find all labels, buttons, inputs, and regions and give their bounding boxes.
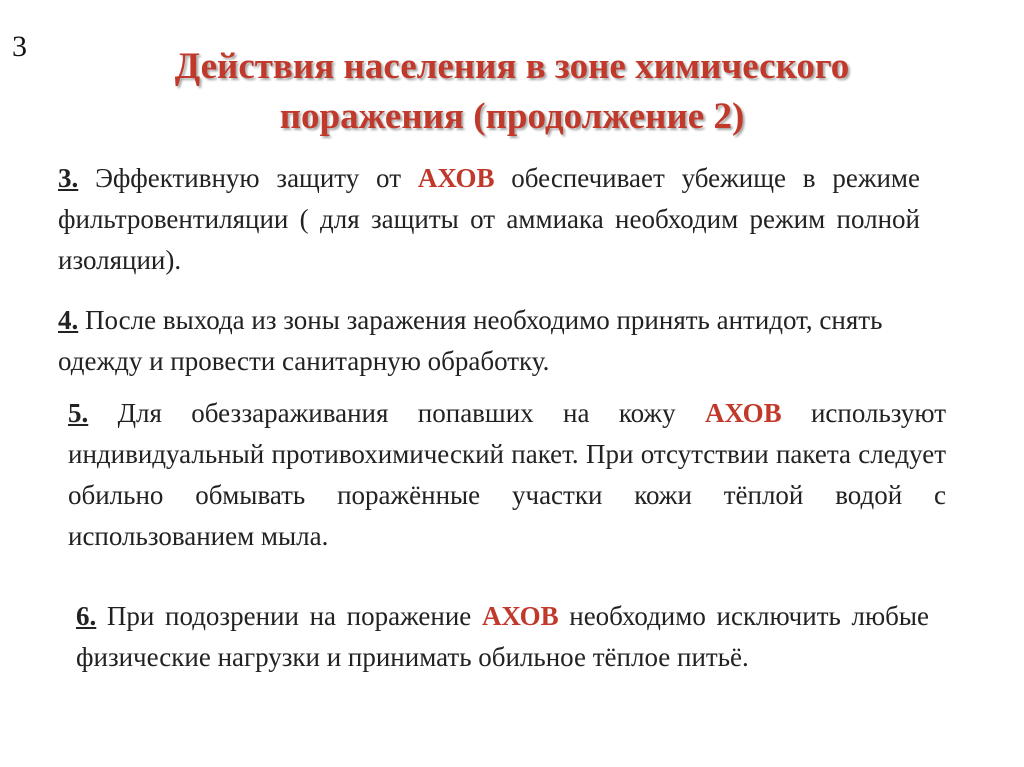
paragraph-item-5 <box>68 393 946 557</box>
item-number: 4. <box>58 305 79 335</box>
item-accent-term: АХОВ <box>704 398 782 428</box>
slide-title-line-1: Действия населения в зоне химического <box>174 46 850 87</box>
item-text: При подозрении на поражение <box>96 601 482 631</box>
paragraph-item-6 <box>76 596 929 678</box>
slide-title-line-2: поражения (продолжение 2) <box>279 96 745 137</box>
item-number: 5. <box>68 398 89 428</box>
item-number: 6. <box>76 601 97 631</box>
paragraph-item-3 <box>58 158 920 281</box>
item-text: обеспечивает убежище в режиме фильтровентиляции ( для защиты от аммиака необходим режим полной изоляции). <box>58 163 921 275</box>
paragraph-item-4 <box>58 300 920 382</box>
item-text: Для обеззараживания попавших на кожу <box>88 398 705 428</box>
item-text: Эффективную защиту от <box>78 163 418 193</box>
item-number: 3. <box>58 163 79 193</box>
item-text: После выхода из зоны заражения необходимо принять антидот, снять одежду и провести санитарную обработку. <box>58 305 883 376</box>
item-text: необходимо исключить любые физические нагрузки и принимать обильное тёплое питьё. <box>76 601 929 672</box>
slide-title <box>60 42 964 142</box>
item-accent-term: АХОВ <box>417 163 495 193</box>
slide-number: 3 <box>12 30 27 63</box>
item-text: используют индивидуальный противохимический пакет. При отсутствии пакета следует обильно обмывать поражённые участки кожи тёплой водой с использованием мыла. <box>68 398 946 551</box>
item-accent-term: АХОВ <box>481 601 559 631</box>
